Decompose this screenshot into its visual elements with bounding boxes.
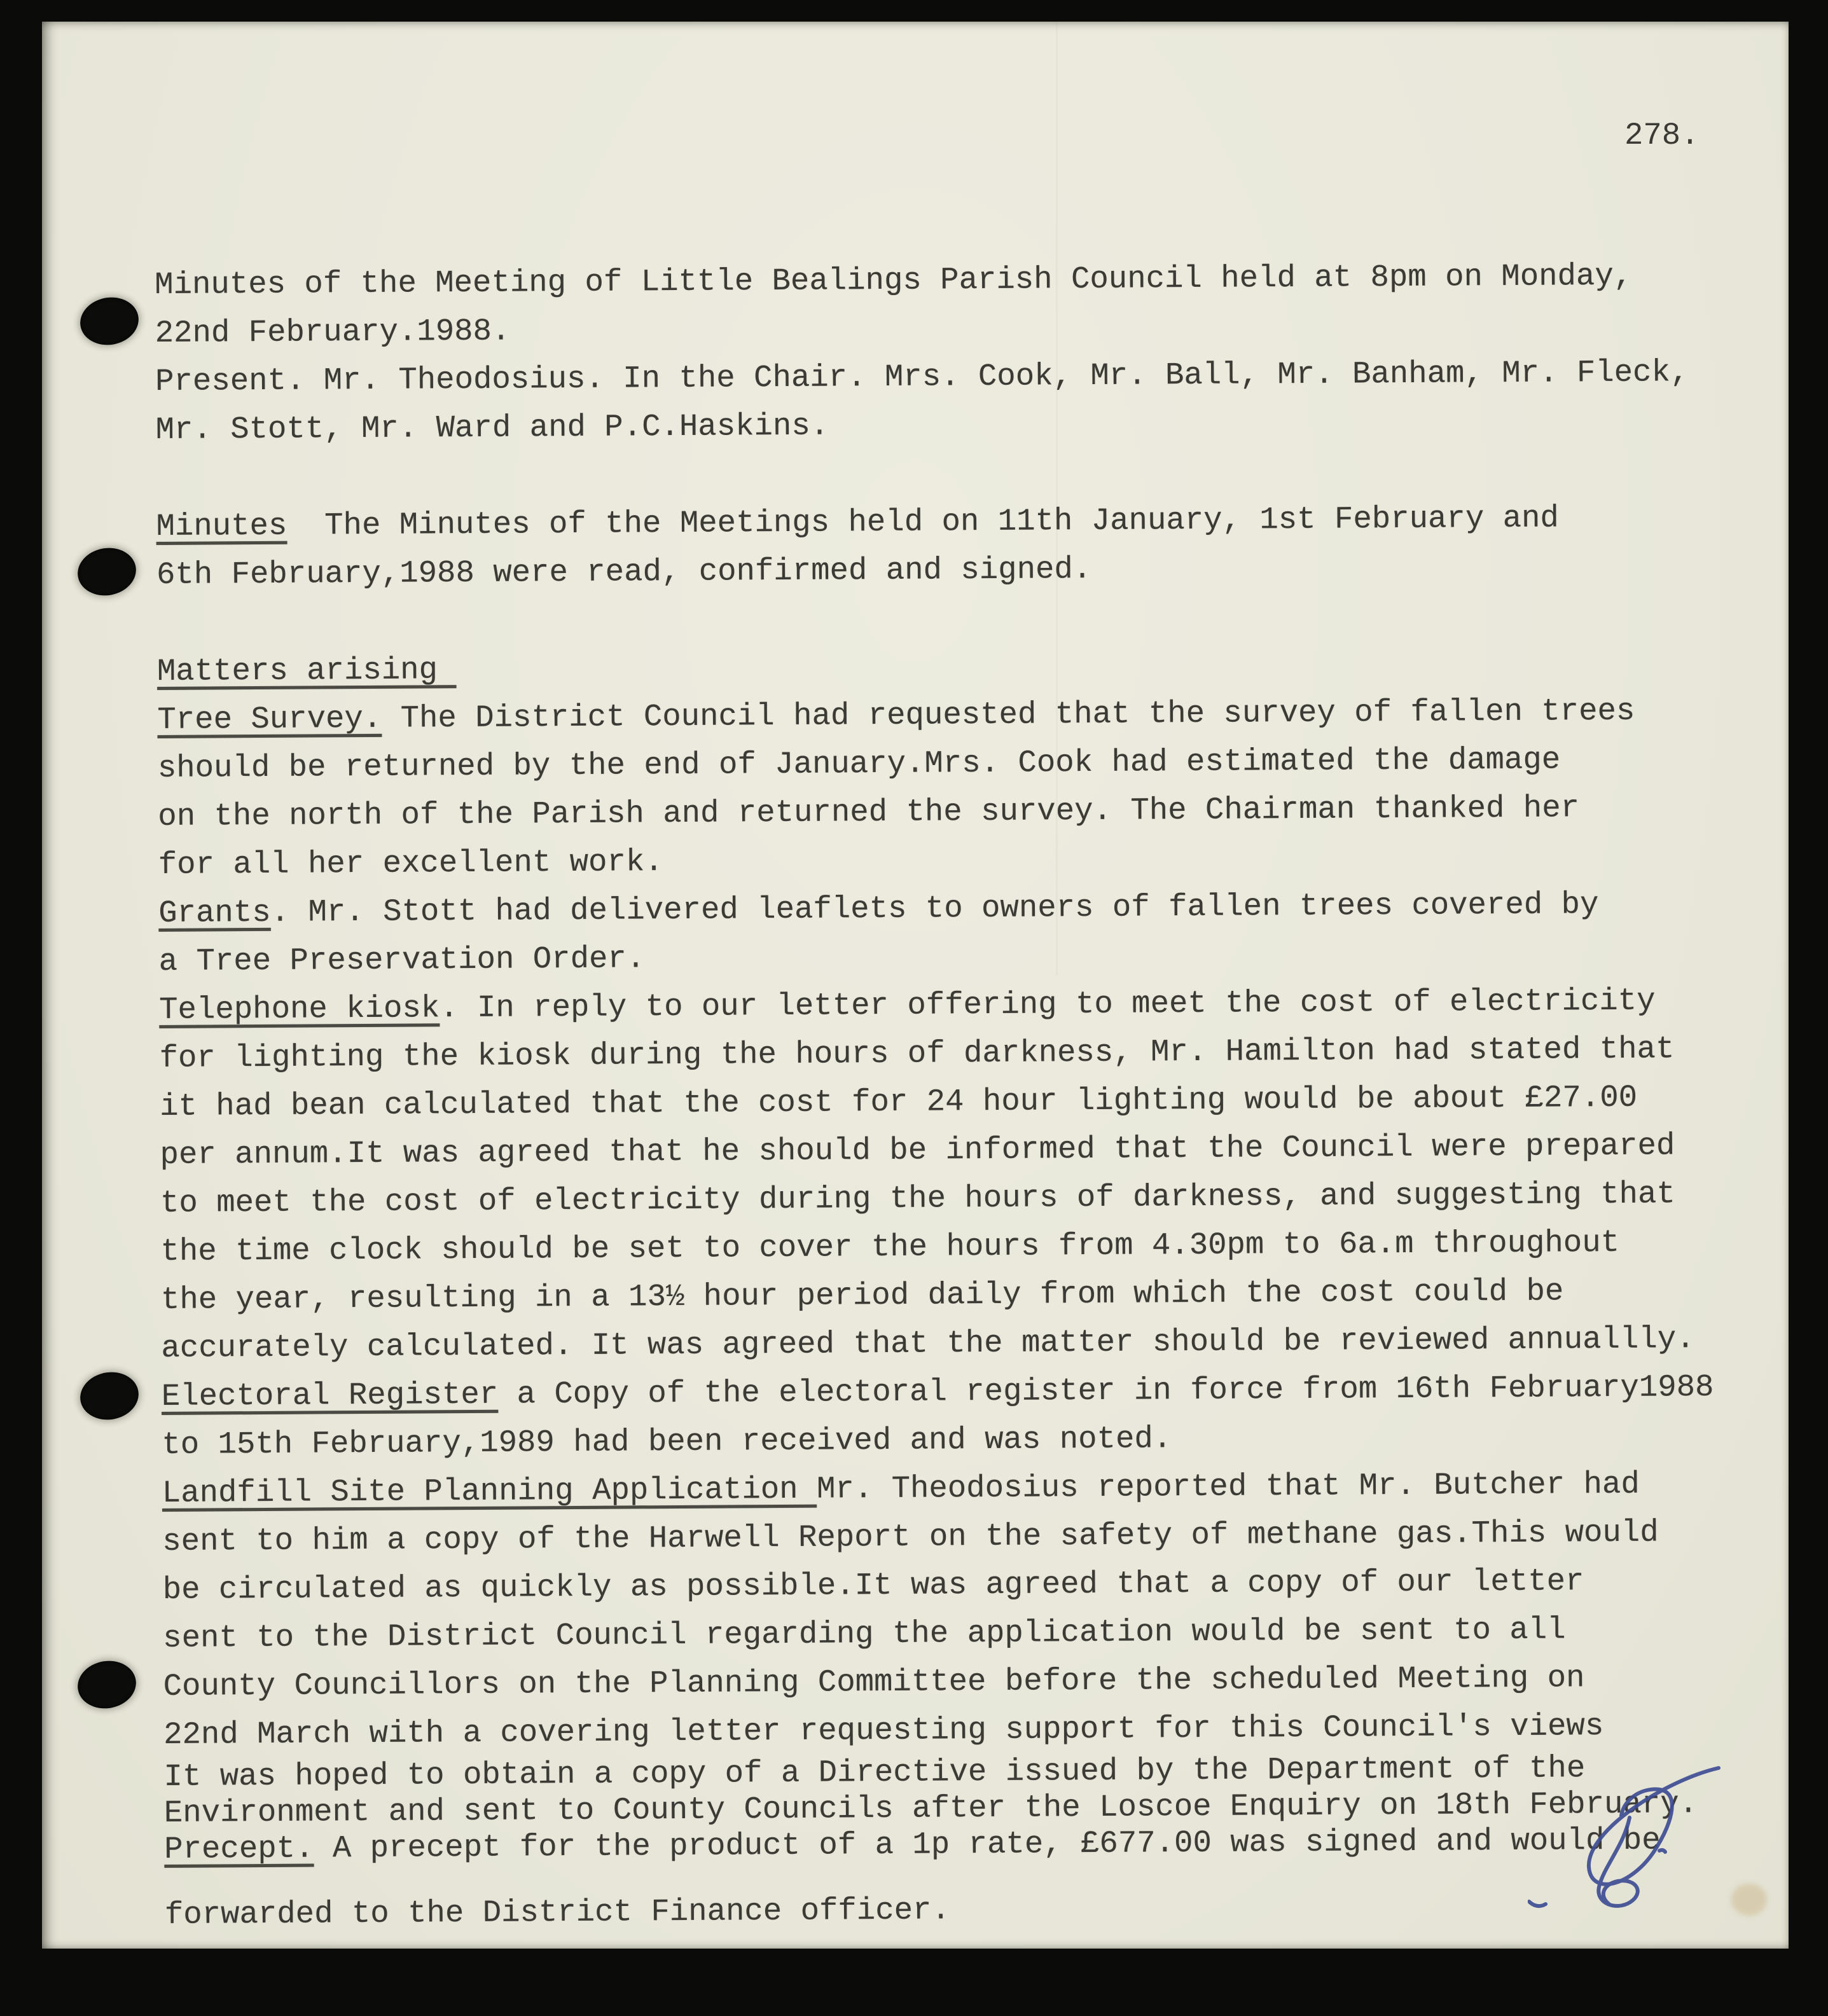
text-segment: Mr. Theodosius reported that Mr. Butcher had — [816, 1466, 1640, 1507]
text-segment: 6th February,1988 were read, confirmed and signed. — [156, 551, 1092, 593]
underlined-heading: Tree Survey. — [157, 700, 382, 738]
text-block — [163, 1750, 1717, 1868]
ink-signature — [1528, 1757, 1731, 1922]
text-segment: County Councillors on the Planning Committee before the scheduled Meeting on — [163, 1660, 1585, 1704]
text-segment: for all her excellent work. — [158, 844, 663, 883]
text-line — [155, 348, 1708, 406]
text-segment: it had bean calculated that the cost for 24 hour lighting would be about £27.00 — [159, 1079, 1638, 1124]
text-segment: be circulated as quickly as possible.It was agreed that a copy of our letter — [162, 1563, 1584, 1608]
text-segment: forwarded to the District Finance officer. — [164, 1892, 951, 1933]
text-segment: The Minutes of the Meetings held on 11th January, 1st February and — [287, 500, 1560, 544]
text-block — [155, 251, 1716, 1759]
paper-stain — [1731, 1884, 1767, 1916]
text-segment: sent to the District Council regarding the application would be sent to all — [163, 1612, 1566, 1656]
underlined-heading: Matters arising — [156, 652, 457, 689]
text-segment: on the north of the Parish and returned the survey. The Chairman thanked her — [158, 790, 1580, 834]
underlined-heading: Grants — [158, 894, 271, 931]
text-segment: accurately calculated. It was agreed that the matter should be reviewed annuallly. — [161, 1321, 1695, 1366]
text-segment: for lighting the kiosk during the hours of darkness, Mr. Hamilton had stated that — [159, 1031, 1675, 1076]
text-segment: the time clock should be set to cover the hours from 4.30pm to 6a.m throughout — [160, 1224, 1620, 1269]
text-segment: Present. Mr. Theodosius. In the Chair. Mrs. Cook, Mr. Ball, Mr. Banham, Mr. Fleck, — [155, 354, 1689, 399]
text-segment: a Tree Preservation Order. — [158, 941, 646, 979]
text-segment: . In reply to our letter offering to meet the cost of electricity — [440, 983, 1656, 1026]
paper-sheet — [42, 22, 1789, 1949]
text-segment: should be returned by the end of January.Mrs. Cook had estimated the damage — [157, 742, 1561, 786]
text-line — [162, 1363, 1714, 1421]
text-line — [158, 783, 1710, 841]
text-segment: The District Council had requested that the survey of fallen trees — [382, 693, 1635, 736]
underlined-heading: Minutes — [156, 507, 287, 544]
signature-stroke-group — [1529, 1768, 1719, 1906]
typed-text — [155, 251, 1717, 1933]
text-segment: per annum.It was agreed that he should be informed that the Council were prepared — [160, 1128, 1675, 1173]
underlined-heading: Telephone kiosk — [159, 990, 440, 1028]
text-line — [165, 1888, 1717, 1933]
text-segment: . Mr. Stott had delivered leaflets to owners of fallen trees covered by — [270, 887, 1599, 930]
text-segment: to 15th February,1989 had been received and was noted. — [162, 1421, 1172, 1463]
underlined-heading: Electoral Register — [161, 1376, 499, 1414]
text-segment: to meet the cost of electricity during the hours of darkness, and suggesting that — [160, 1176, 1675, 1221]
text-segment: 22nd March with a covering letter requesting support for this Council's views — [163, 1708, 1604, 1753]
text-segment: It was hoped to obtain a copy of a Directive issued by the Department of the — [163, 1750, 1586, 1795]
text-line — [158, 880, 1711, 937]
text-segment: Minutes of the Meeting of Little Bealings Parish Council held at 8pm on Monday, — [155, 258, 1633, 303]
text-segment: A precept for the product of a 1p rate, £677.00 was signed and would be — [314, 1822, 1661, 1867]
text-segment: a Copy of the electoral register in force from 16th February1988 — [498, 1369, 1714, 1412]
text-block — [165, 1888, 1717, 1933]
text-line — [155, 251, 1707, 309]
text-line — [156, 493, 1708, 551]
page-number: 278. — [1624, 118, 1700, 153]
text-segment: Mr. Stott, Mr. Ward and P.C.Haskins. — [155, 408, 829, 448]
text-segment: sent to him a copy of the Harwell Report on the safety of methane gas.This would — [162, 1514, 1659, 1559]
text-segment: Environment and sent to County Councils after the Loscoe Enquiry on 18th February. — [163, 1786, 1698, 1831]
underlined-heading: Precept. — [164, 1830, 314, 1867]
text-segment: the year, resulting in a 13½ hour period daily from which the cost could be — [160, 1273, 1564, 1318]
text-segment: 22nd February.1988. — [155, 313, 511, 351]
underlined-heading: Landfill Site Planning Application — [162, 1471, 817, 1511]
